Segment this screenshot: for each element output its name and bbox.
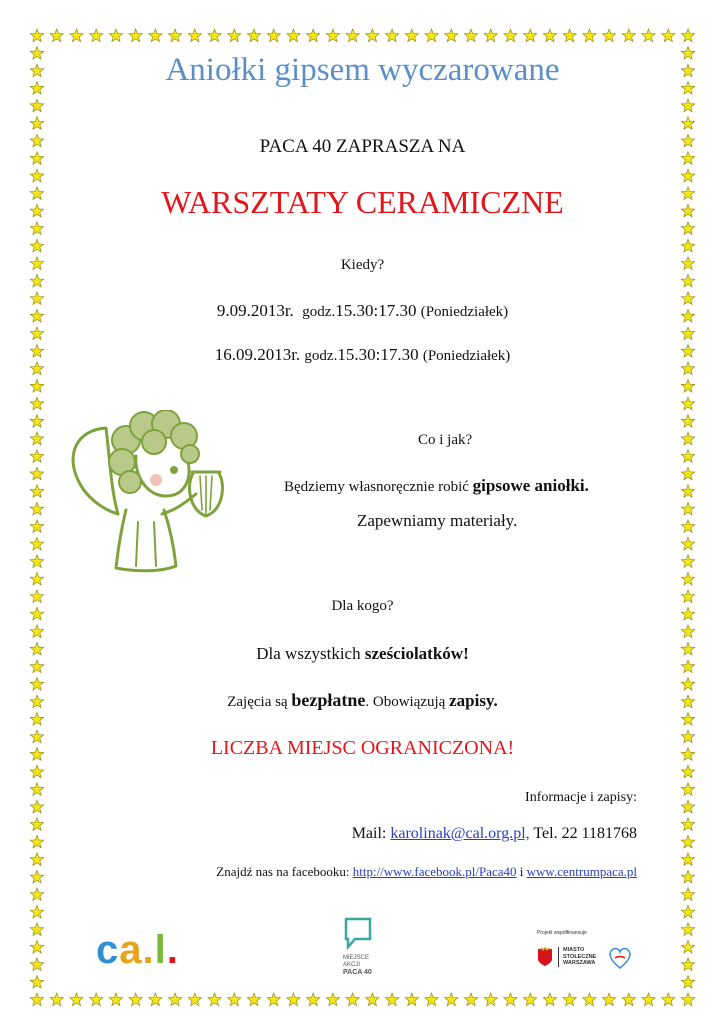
border-star	[188, 993, 201, 1006]
border-star	[563, 29, 576, 42]
border-star	[30, 853, 43, 866]
border-star	[524, 29, 537, 42]
border-star	[30, 958, 43, 971]
city-line-3: WARSZAWA	[563, 960, 596, 967]
border-star	[30, 678, 43, 691]
border-star	[366, 993, 379, 1006]
time-2: 15.30:17.30	[337, 345, 419, 364]
paca-line-1: MIEJSCE	[343, 955, 370, 961]
facebook-sep: i	[519, 864, 524, 879]
what-label: Co i jak?	[418, 432, 473, 448]
border-star	[583, 29, 596, 42]
border-star	[30, 625, 43, 638]
date-line-1	[0, 301, 725, 321]
border-star	[247, 993, 260, 1006]
border-star	[90, 993, 103, 1006]
day-1: (Poniedziałek)	[420, 304, 509, 320]
date-2: 16.09.2013r.	[214, 345, 301, 364]
border-star	[228, 993, 241, 1006]
border-star	[681, 555, 694, 568]
date-line-2	[0, 345, 725, 365]
border-star	[681, 888, 694, 901]
border-star	[30, 905, 43, 918]
what-line-1-text: Będziemy własnoręcznie robić	[284, 479, 469, 495]
border-star	[681, 29, 694, 42]
border-star	[30, 450, 43, 463]
city-line-2: STOŁECZNE	[563, 953, 597, 960]
border-star	[622, 29, 635, 42]
border-star	[208, 29, 221, 42]
who-line-text: Dla wszystkich	[256, 644, 361, 663]
border-star	[425, 993, 438, 1006]
border-star	[30, 888, 43, 901]
border-star	[30, 99, 43, 112]
border-star	[681, 835, 694, 848]
time-prefix-2: godz.	[304, 348, 338, 364]
time-1: 15.30:17.30	[335, 301, 417, 320]
border-star	[30, 783, 43, 796]
border-star	[267, 993, 280, 1006]
border-star	[524, 993, 537, 1006]
border-star	[50, 993, 63, 1006]
border-star	[307, 993, 320, 1006]
border-star	[504, 993, 517, 1006]
border-star	[30, 467, 43, 480]
cal-logo-dot1: .	[142, 928, 155, 972]
border-star	[681, 940, 694, 953]
border-star	[583, 993, 596, 1006]
what-line-1	[284, 476, 589, 496]
border-star	[346, 29, 359, 42]
warsaw-crest-icon	[537, 947, 553, 967]
border-star	[326, 29, 339, 42]
funder-label: Projekt współfinansuje	[537, 930, 587, 936]
border-star	[30, 870, 43, 883]
cal-logo-a: a	[119, 928, 143, 972]
border-star	[346, 993, 359, 1006]
border-star	[109, 993, 122, 1006]
who-line-bold: sześciolatków!	[364, 644, 469, 663]
border-star	[228, 29, 241, 42]
border-star	[681, 993, 694, 1006]
funder-logo	[537, 930, 647, 970]
border-star	[681, 783, 694, 796]
border-star	[30, 818, 43, 831]
border-star	[30, 502, 43, 515]
border-star	[445, 29, 458, 42]
when-label: Kiedy?	[340, 257, 385, 273]
border-star	[681, 327, 694, 340]
border-star	[681, 678, 694, 691]
border-star	[307, 29, 320, 42]
border-star	[681, 976, 694, 989]
page-title: Aniołki gipsem wyczarowane	[165, 52, 560, 88]
contact-label: Informacje i zapisy:	[525, 790, 637, 805]
mermaid-heart-icon	[606, 944, 634, 970]
border-star	[681, 818, 694, 831]
border-star	[681, 853, 694, 866]
workshop-headline: WARSZTATY CERAMICZNE	[161, 184, 564, 220]
who-label: Dla kogo?	[331, 598, 394, 614]
paca-line-3: PACA 40	[343, 969, 372, 976]
border-star	[681, 905, 694, 918]
border-star	[681, 713, 694, 726]
border-star	[681, 520, 694, 533]
angel-with-lyre-icon	[66, 410, 266, 580]
border-star	[602, 29, 615, 42]
border-star	[30, 555, 43, 568]
speech-bubble-icon	[343, 916, 373, 950]
border-star	[464, 29, 477, 42]
border-star	[662, 29, 675, 42]
tel: Tel. 22 1181768	[533, 825, 637, 842]
border-star	[30, 713, 43, 726]
cal-logo-l: l	[154, 928, 167, 972]
border-star	[622, 993, 635, 1006]
border-star	[681, 415, 694, 428]
time-prefix-1: godz.	[302, 304, 336, 320]
border-star	[247, 29, 260, 42]
border-star	[50, 29, 63, 42]
border-star	[109, 29, 122, 42]
border-star	[30, 29, 43, 42]
contact-line	[352, 825, 637, 843]
border-star	[30, 397, 43, 410]
border-star	[30, 415, 43, 428]
border-star	[681, 450, 694, 463]
border-star	[681, 99, 694, 112]
limit-notice: LICZBA MIEJSC OGRANICZONA!	[210, 737, 515, 759]
mail-link[interactable]: karolinak@cal.org.pl,	[390, 825, 530, 842]
border-star	[681, 380, 694, 393]
border-star	[30, 835, 43, 848]
border-star	[681, 117, 694, 130]
border-star	[602, 993, 615, 1006]
border-star	[405, 993, 418, 1006]
paca-line-2: AKCJI	[343, 962, 361, 968]
border-star	[484, 993, 497, 1006]
border-star	[662, 993, 675, 1006]
free-bold: bezpłatne	[291, 690, 366, 710]
border-star	[30, 537, 43, 550]
border-star	[30, 765, 43, 778]
border-star	[30, 993, 43, 1006]
border-star	[681, 222, 694, 235]
border-star	[681, 432, 694, 445]
mail-label: Mail:	[351, 825, 387, 842]
facebook-link[interactable]: http://www.facebook.pl/Paca40	[352, 864, 517, 879]
border-star	[70, 29, 83, 42]
border-star	[563, 993, 576, 1006]
cal-logo-dot2: .	[166, 928, 179, 972]
border-star	[385, 993, 398, 1006]
what-line-2: Zapewniamy materiały.	[357, 511, 518, 530]
border-star	[681, 239, 694, 252]
border-star	[681, 537, 694, 550]
border-star	[681, 572, 694, 585]
free-end: zapisy.	[449, 691, 498, 710]
border-star	[168, 29, 181, 42]
border-star	[287, 29, 300, 42]
invite-text: PACA 40 ZAPRASZA NA	[259, 136, 466, 157]
border-star	[543, 993, 556, 1006]
border-star	[30, 117, 43, 130]
border-star	[129, 29, 142, 42]
free-line	[0, 690, 725, 711]
border-star	[287, 993, 300, 1006]
border-star	[681, 870, 694, 883]
date-1: 9.09.2013r.	[216, 301, 294, 320]
free-pre: Zajęcia są	[227, 694, 288, 710]
who-line	[0, 644, 725, 664]
border-star	[90, 29, 103, 42]
border-star	[681, 800, 694, 813]
border-star	[30, 432, 43, 445]
border-star	[504, 29, 517, 42]
border-star	[30, 239, 43, 252]
border-star	[30, 485, 43, 498]
border-star	[70, 993, 83, 1006]
border-star	[681, 625, 694, 638]
border-star	[405, 29, 418, 42]
border-star	[425, 29, 438, 42]
border-star	[30, 222, 43, 235]
border-star	[681, 958, 694, 971]
what-line-1-bold: gipsowe aniołki.	[472, 476, 589, 495]
border-star	[326, 993, 339, 1006]
border-star	[30, 940, 43, 953]
border-star	[30, 976, 43, 989]
paca40-logo	[343, 916, 403, 977]
border-star	[681, 502, 694, 515]
day-2: (Poniedziałek)	[422, 348, 511, 364]
website-link[interactable]: www.centrumpaca.pl	[526, 864, 637, 879]
border-star	[30, 520, 43, 533]
border-star	[149, 993, 162, 1006]
border-star	[30, 274, 43, 287]
facebook-pre: Znajdź nas na facebooku:	[216, 864, 350, 879]
border-star	[681, 485, 694, 498]
border-star	[484, 29, 497, 42]
border-star	[681, 467, 694, 480]
border-star	[30, 327, 43, 340]
border-star	[30, 572, 43, 585]
cal-logo-c: c	[96, 928, 120, 972]
border-star	[385, 29, 398, 42]
border-star	[30, 380, 43, 393]
border-star	[30, 169, 43, 182]
border-star	[464, 993, 477, 1006]
border-star	[642, 993, 655, 1006]
cal-logo	[96, 928, 179, 973]
border-star	[30, 923, 43, 936]
border-star	[149, 29, 162, 42]
border-star	[168, 993, 181, 1006]
border-star	[642, 29, 655, 42]
border-star	[543, 29, 556, 42]
border-star	[681, 923, 694, 936]
border-star	[366, 29, 379, 42]
border-star	[681, 274, 694, 287]
border-star	[681, 765, 694, 778]
border-star	[208, 993, 221, 1006]
border-star	[445, 993, 458, 1006]
border-star	[129, 993, 142, 1006]
border-star	[188, 29, 201, 42]
border-star	[681, 169, 694, 182]
border-star	[267, 29, 280, 42]
border-star	[681, 397, 694, 410]
border-star	[30, 800, 43, 813]
free-mid: . Obowiązują	[365, 694, 446, 710]
facebook-line	[216, 864, 637, 880]
city-line-1: MIASTO	[563, 947, 585, 954]
